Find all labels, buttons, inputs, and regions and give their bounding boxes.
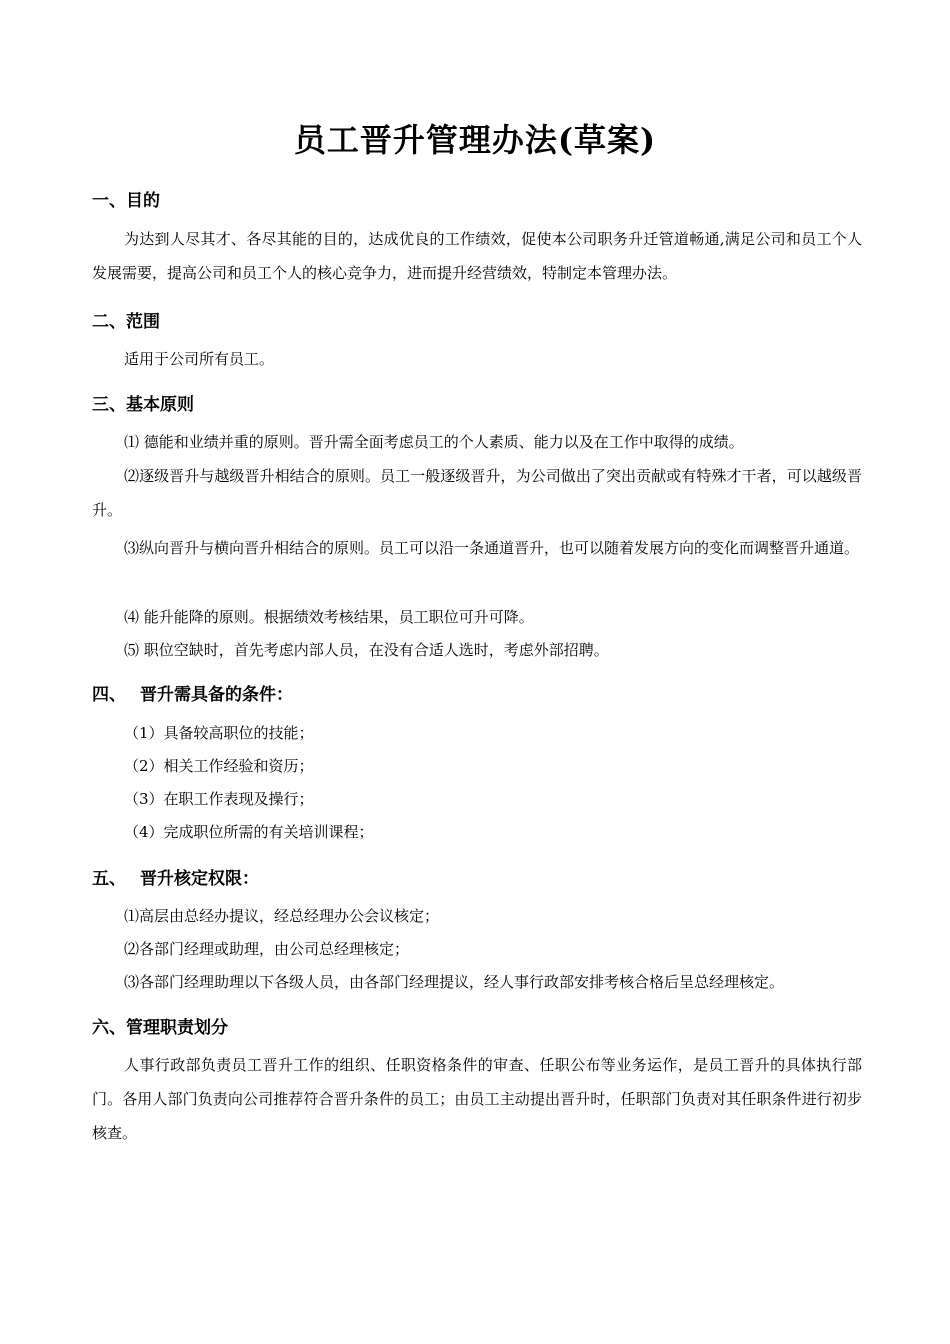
section-heading-authority <box>92 866 259 892</box>
document-title: 员工晋升管理办法(草案) <box>293 121 657 159</box>
section-title: 晋升需具备的条件： <box>140 685 293 705</box>
condition-item: （3）在职工作表现及操行； <box>124 790 314 808</box>
section-number: 五、 <box>92 869 126 889</box>
section-heading-scope: 二、范围 <box>92 312 160 332</box>
section-body-responsibility: 人事行政部负责员工晋升工作的组织、任职资格条件的审查、任职公布等业务运作，是员工晋升的具体执行部门。各用人部门负责向公司推荐符合晋升条件的员工；由员工主动提出晋升时，任职部门负责对其任职条件进行初步核查。 <box>92 1056 862 1142</box>
section-body-scope: 适用于公司所有员工。 <box>124 350 275 368</box>
authority-item: ⑴高层由总经办提议，经总经理办公会议核定； <box>124 907 440 925</box>
condition-item: （2）相关工作经验和资历； <box>124 757 314 775</box>
section-body-purpose: 为达到人尽其才、各尽其能的目的，达成优良的工作绩效，促使本公司职务升迁管道畅通,满足公司和员工个人发展需要，提高公司和员工个人的核心竞争力，进而提升经营绩效，特制定本管理办法。 <box>92 230 862 282</box>
section-number: 四、 <box>92 685 126 705</box>
principle-item: ⑵逐级晋升与越级晋升相结合的原则。员工一般逐级晋升，为公司做出了突出贡献或有特殊才干者，可以越级晋升。 <box>92 467 862 519</box>
principle-item: ⑷ 能升能降的原则。根据绩效考核结果，员工职位可升可降。 <box>124 608 534 626</box>
condition-item: （4）完成职位所需的有关培训课程； <box>124 823 374 841</box>
condition-item: （1）具备较高职位的技能； <box>124 724 314 742</box>
authority-item: ⑶各部门经理助理以下各级人员，由各部门经理提议，经人事行政部安排考核合格后呈总经理核定。 <box>124 973 785 991</box>
section-title: 晋升核定权限： <box>140 869 259 889</box>
section-heading-purpose: 一、目的 <box>92 191 160 211</box>
section-heading-responsibility: 六、管理职责划分 <box>92 1018 228 1038</box>
principle-item: ⑸ 职位空缺时，首先考虑内部人员，在没有合适人选时，考虑外部招聘。 <box>124 641 609 659</box>
principle-item: ⑶纵向晋升与横向晋升相结合的原则。员工可以沿一条通道晋升，也可以随着发展方向的变化而调整晋升通道。 <box>124 539 860 557</box>
section-heading-conditions <box>92 682 293 708</box>
section-heading-principles: 三、基本原则 <box>92 395 194 415</box>
authority-item: ⑵各部门经理或助理，由公司总经理核定； <box>124 940 410 958</box>
principle-item: ⑴ 德能和业绩并重的原则。晋升需全面考虑员工的个人素质、能力以及在工作中取得的成绩。 <box>124 433 744 451</box>
